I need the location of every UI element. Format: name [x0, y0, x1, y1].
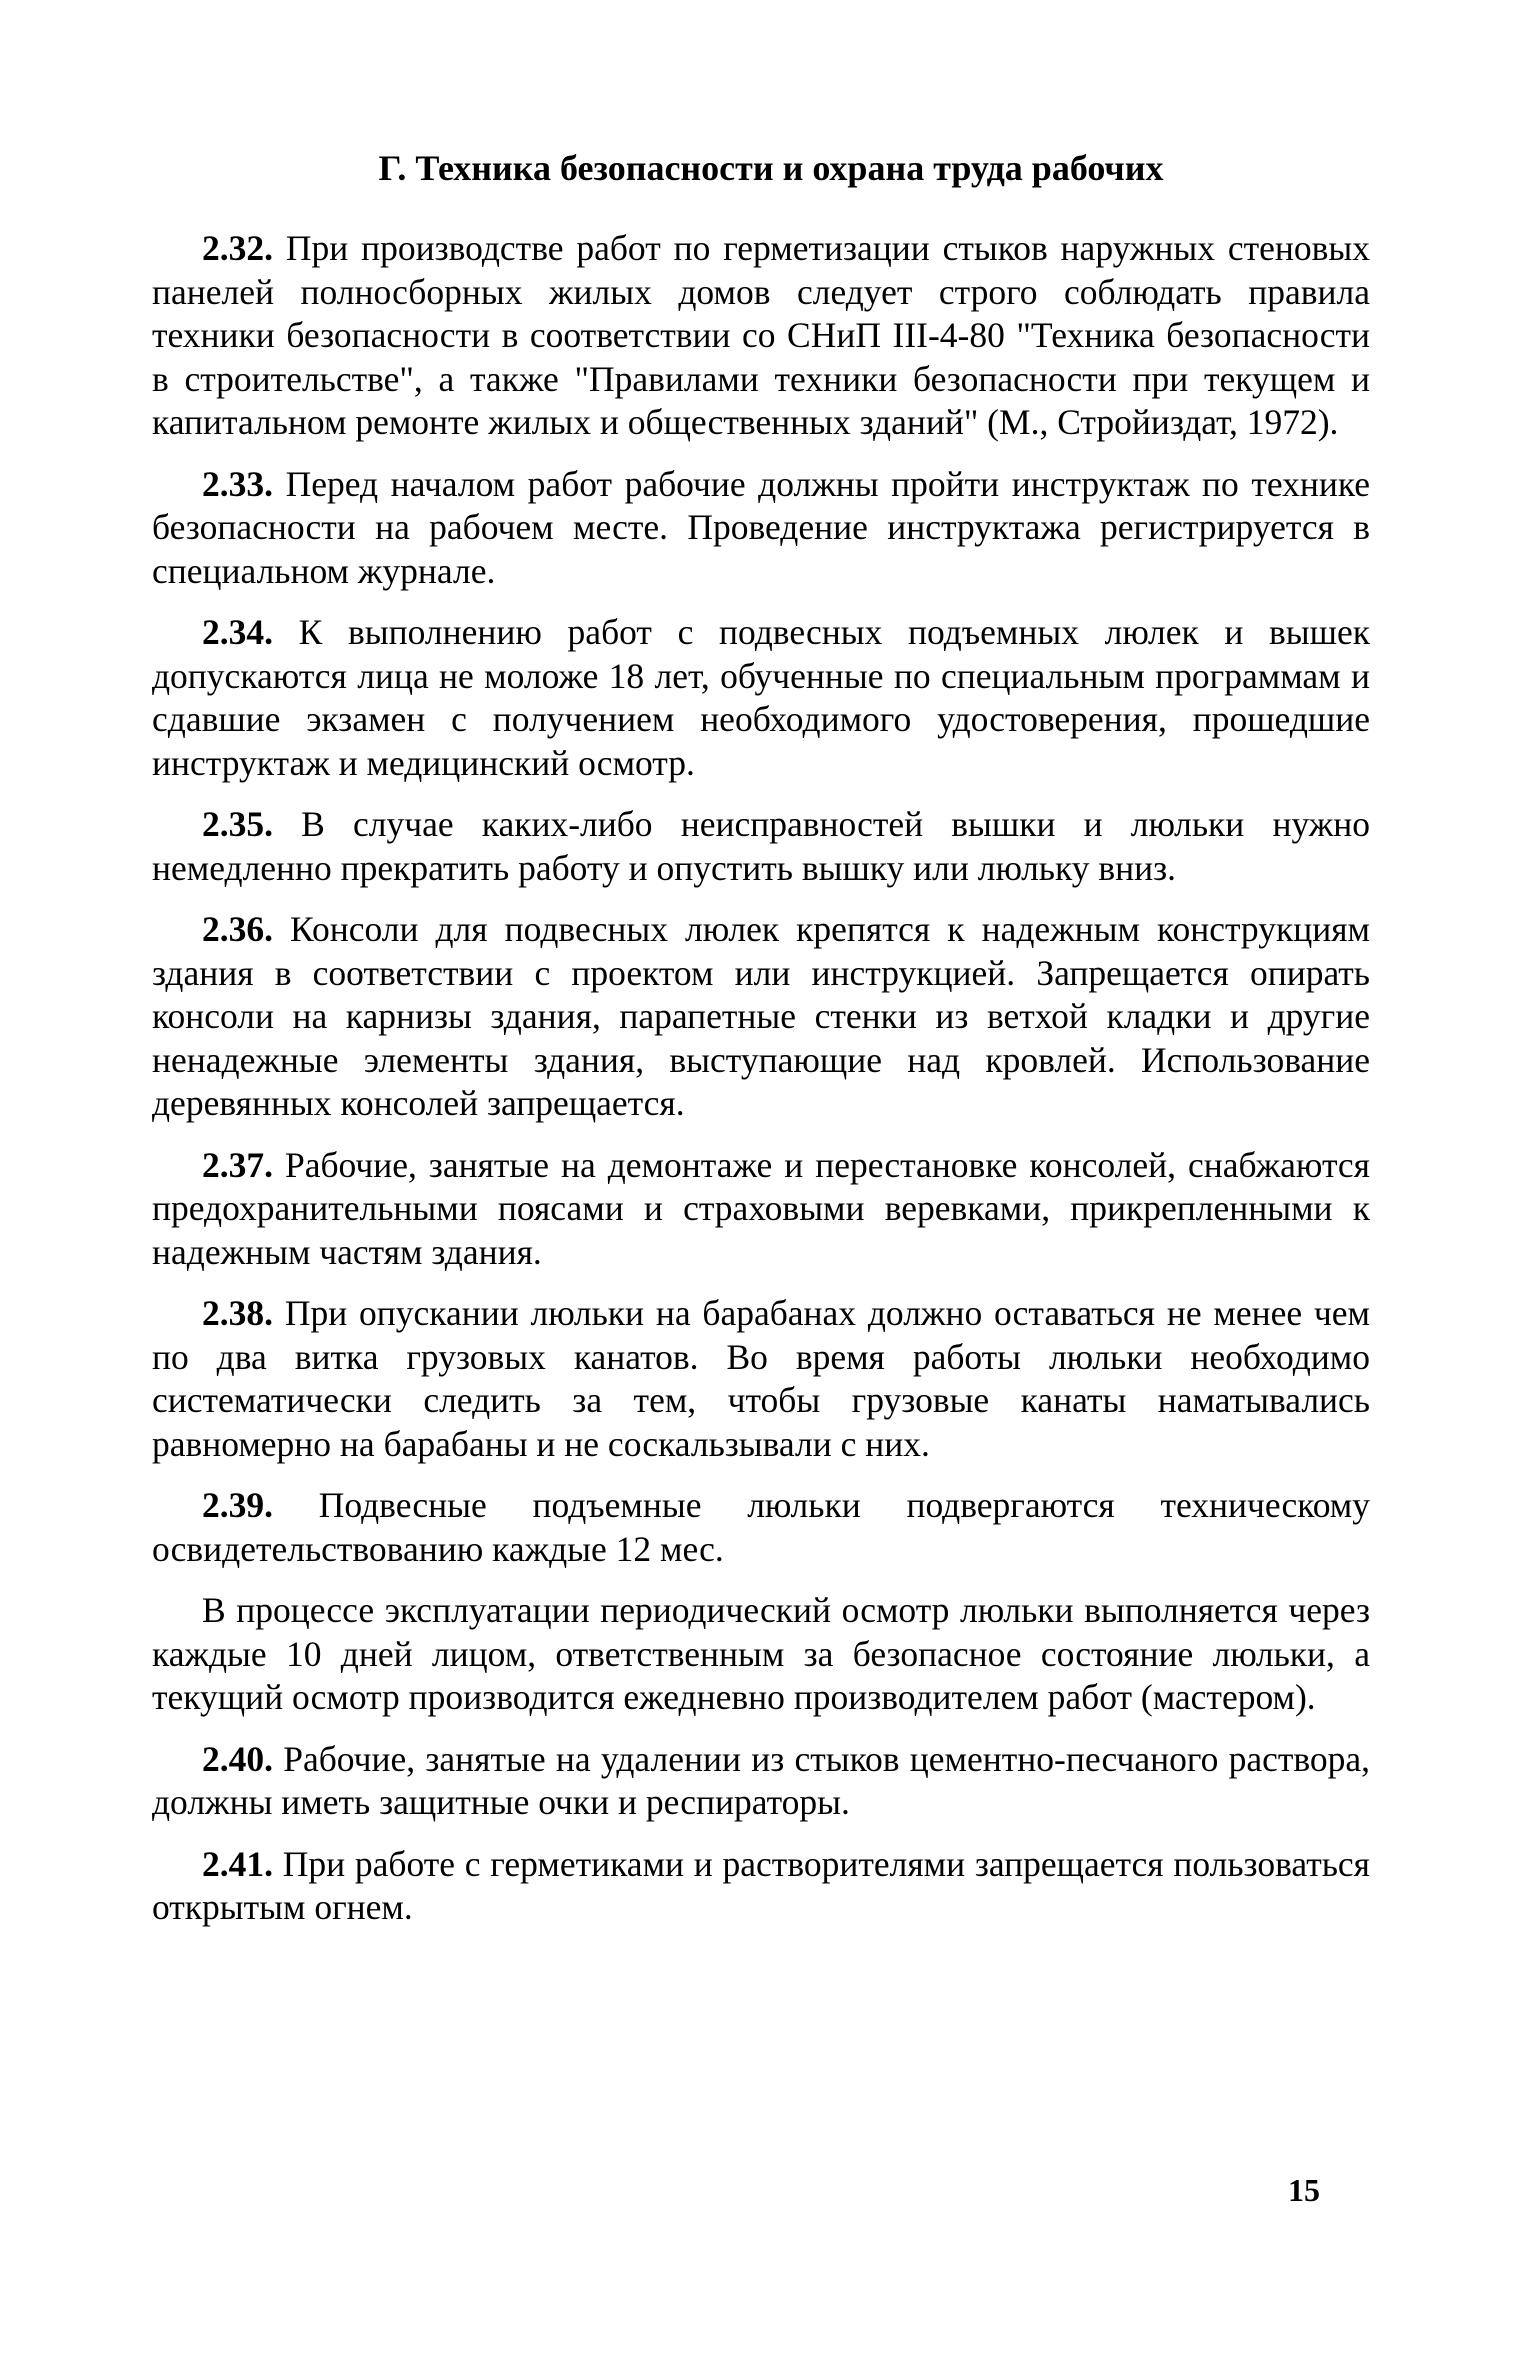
paragraph-number: 2.35. — [202, 804, 273, 844]
paragraph-2-41 — [152, 1843, 1370, 1930]
paragraph-number: 2.41. — [202, 1843, 273, 1884]
paragraph-text: При опускании люльки на барабанах должно оставаться не менее чем по два витка грузовых канатов. Во время работы люльки необходимо систематически следить за тем, чтобы грузовые канаты наматывались равномерно на барабаны и не соскальзывали с них. — [152, 1293, 1371, 1464]
paragraph-number: 2.33. — [202, 463, 273, 504]
paragraph-number: 2.40. — [202, 1738, 273, 1779]
paragraph-text: К выполнению работ с подвесных подъемных люлек и вышек допускаются лица не моложе 18 лет, обученные по специальным программам и сдавшие экзамен с получением необходимого удостоверения, прошедшие инструктаж и медицинский осмотр. — [152, 612, 1370, 783]
paragraph-2-37 — [152, 1144, 1370, 1275]
paragraph-2-39 — [152, 1484, 1370, 1571]
section-heading: Г. Техника безопасности и охрана труда рабочих — [378, 148, 1164, 188]
paragraph-text: Рабочие, занятые на демонтаже и перестановке консолей, снабжаются предохранительными поясами и страховыми веревками, прикрепленными к надежным частям здания. — [152, 1144, 1371, 1272]
paragraph-text: В случае каких-либо неисправностей вышки и люльки нужно немедленно прекратить работу и опустить вышку или люльку вниз. — [152, 804, 1370, 888]
paragraph-2-36 — [152, 908, 1370, 1126]
paragraph-2-38 — [152, 1292, 1370, 1466]
paragraph-number: 2.34. — [202, 612, 273, 652]
paragraph-2-34 — [152, 611, 1370, 785]
paragraph-text: Консоли для подвесных люлек крепятся к надежным конструкциям здания в соответствии с проектом или инструкцией. Запрещается опирать консоли на карнизы здания, парапетные стенки из ветхой кладки и другие ненадежные элементы здания, выступающие над кровлей. Использование деревянных консолей запрещается. — [152, 909, 1371, 1123]
paragraph-number: 2.38. — [202, 1293, 273, 1333]
paragraph-text: При работе с герметиками и растворителями запрещается пользоваться открытым огнем. — [152, 1843, 1370, 1927]
paragraph-text: Перед началом работ рабочие должны пройти инструктаж по технике безопасности на рабочем месте. Проведение инструктажа регистрируется в специальном журнале. — [152, 463, 1371, 591]
paragraph-text: В процессе эксплуатации периодический осмотр люльки выполняется через каждые 10 дней лицом, ответственным за безопасное состояние люльки, а текущий осмотр производится ежедневно производителем работ (мастером). — [152, 1590, 1370, 1717]
paragraph-2-33 — [152, 463, 1370, 594]
paragraph-text: Рабочие, занятые на удалении из стыков цементно-песчаного раствора, должны иметь защитные очки и респираторы. — [152, 1738, 1370, 1822]
paragraph-2-40 — [152, 1738, 1370, 1825]
paragraph-number: 2.32. — [202, 228, 273, 268]
document-page — [152, 145, 1370, 1948]
paragraph-2-32 — [152, 227, 1370, 445]
paragraph-number: 2.39. — [202, 1485, 273, 1525]
paragraph-number: 2.37. — [202, 1144, 273, 1185]
paragraph-number: 2.36. — [202, 909, 273, 949]
paragraph-text: При производстве работ по герметизации стыков наружных стеновых панелей полносборных жилых домов следует строго соблюдать правила техники безопасности в соответствии со СНиП III-4-80 "Техника безопасности в строительстве", а также "Правилами техники безопасности при текущем и капитальном ремонте жилых и общественных зданий" (М., Стройиздат, 1972). — [152, 228, 1370, 442]
paragraph-text: Подвесные подъемные люльки подвергаются техническому освидетельствованию каждые 12 мес. — [152, 1485, 1370, 1569]
paragraph-2-39-continued — [152, 1589, 1370, 1720]
paragraph-2-35 — [152, 803, 1370, 890]
page-number: 15 — [1288, 2172, 1320, 2208]
